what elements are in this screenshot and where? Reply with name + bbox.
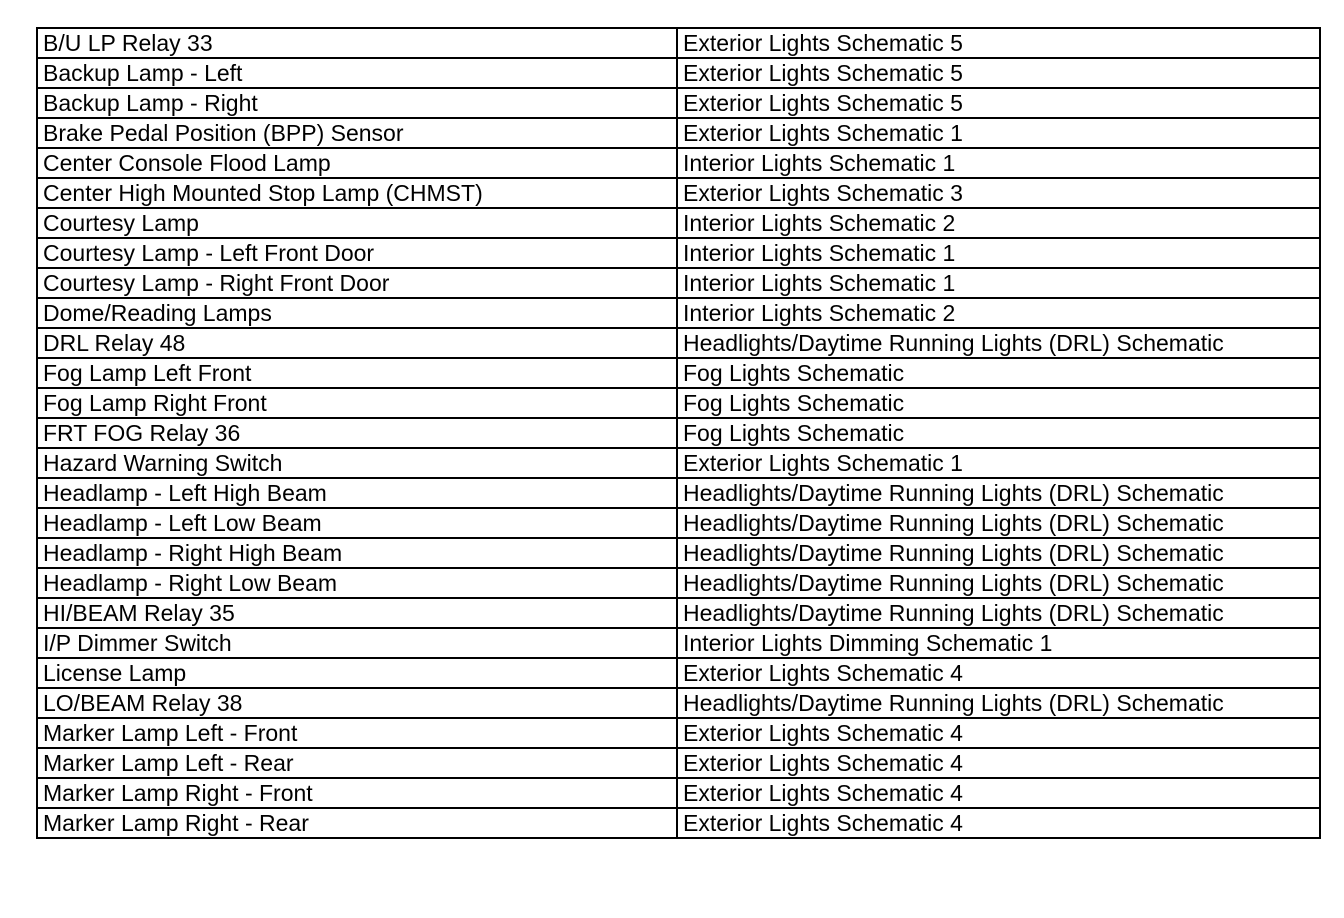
component-name-cell: B/U LP Relay 33 <box>37 28 677 58</box>
component-name-cell: Courtesy Lamp <box>37 208 677 238</box>
table-row <box>37 388 1320 418</box>
schematic-location-cell: Headlights/Daytime Running Lights (DRL) Schematic <box>677 328 1320 358</box>
table-row <box>37 298 1320 328</box>
schematic-location-cell: Interior Lights Schematic 2 <box>677 298 1320 328</box>
schematic-location-cell: Headlights/Daytime Running Lights (DRL) Schematic <box>677 478 1320 508</box>
schematic-location-cell: Exterior Lights Schematic 4 <box>677 658 1320 688</box>
component-name-cell: Headlamp - Right Low Beam <box>37 568 677 598</box>
table-row <box>37 208 1320 238</box>
schematic-location-cell: Exterior Lights Schematic 4 <box>677 778 1320 808</box>
schematic-location-cell: Headlights/Daytime Running Lights (DRL) Schematic <box>677 508 1320 538</box>
table-row <box>37 628 1320 658</box>
component-name-cell: Brake Pedal Position (BPP) Sensor <box>37 118 677 148</box>
table-row <box>37 568 1320 598</box>
table-row <box>37 178 1320 208</box>
schematic-location-cell: Fog Lights Schematic <box>677 388 1320 418</box>
component-name-cell: Headlamp - Right High Beam <box>37 538 677 568</box>
table-row <box>37 448 1320 478</box>
schematic-location-cell: Exterior Lights Schematic 5 <box>677 88 1320 118</box>
table-row <box>37 418 1320 448</box>
component-name-cell: Marker Lamp Left - Rear <box>37 748 677 778</box>
component-name-cell: Marker Lamp Left - Front <box>37 718 677 748</box>
table-row <box>37 118 1320 148</box>
schematic-location-cell: Exterior Lights Schematic 4 <box>677 808 1320 838</box>
table-row <box>37 58 1320 88</box>
schematic-location-cell: Interior Lights Schematic 1 <box>677 268 1320 298</box>
schematic-location-cell: Exterior Lights Schematic 1 <box>677 118 1320 148</box>
component-name-cell: Marker Lamp Right - Front <box>37 778 677 808</box>
component-name-cell: Headlamp - Left Low Beam <box>37 508 677 538</box>
component-name-cell: Dome/Reading Lamps <box>37 298 677 328</box>
table-row <box>37 688 1320 718</box>
schematic-location-cell: Interior Lights Schematic 1 <box>677 238 1320 268</box>
component-name-cell: HI/BEAM Relay 35 <box>37 598 677 628</box>
table-row <box>37 88 1320 118</box>
table-body <box>37 28 1320 838</box>
component-name-cell: License Lamp <box>37 658 677 688</box>
schematic-location-cell: Exterior Lights Schematic 5 <box>677 58 1320 88</box>
table-row <box>37 268 1320 298</box>
schematic-location-cell: Headlights/Daytime Running Lights (DRL) Schematic <box>677 598 1320 628</box>
schematic-location-cell: Headlights/Daytime Running Lights (DRL) Schematic <box>677 538 1320 568</box>
component-name-cell: I/P Dimmer Switch <box>37 628 677 658</box>
component-name-cell: Marker Lamp Right - Rear <box>37 808 677 838</box>
component-name-cell: Backup Lamp - Right <box>37 88 677 118</box>
schematic-location-cell: Exterior Lights Schematic 4 <box>677 718 1320 748</box>
table-row <box>37 478 1320 508</box>
component-name-cell: Backup Lamp - Left <box>37 58 677 88</box>
schematic-location-cell: Fog Lights Schematic <box>677 358 1320 388</box>
table-row <box>37 238 1320 268</box>
component-name-cell: Hazard Warning Switch <box>37 448 677 478</box>
component-name-cell: Center Console Flood Lamp <box>37 148 677 178</box>
schematic-location-cell: Headlights/Daytime Running Lights (DRL) Schematic <box>677 568 1320 598</box>
schematic-location-cell: Interior Lights Schematic 1 <box>677 148 1320 178</box>
table-row <box>37 778 1320 808</box>
component-name-cell: Courtesy Lamp - Right Front Door <box>37 268 677 298</box>
schematic-location-cell: Exterior Lights Schematic 1 <box>677 448 1320 478</box>
table-row <box>37 748 1320 778</box>
component-name-cell: Courtesy Lamp - Left Front Door <box>37 238 677 268</box>
component-name-cell: Center High Mounted Stop Lamp (CHMST) <box>37 178 677 208</box>
component-name-cell: Headlamp - Left High Beam <box>37 478 677 508</box>
schematic-location-cell: Headlights/Daytime Running Lights (DRL) Schematic <box>677 688 1320 718</box>
table-row <box>37 658 1320 688</box>
schematic-location-cell: Exterior Lights Schematic 3 <box>677 178 1320 208</box>
component-name-cell: LO/BEAM Relay 38 <box>37 688 677 718</box>
schematic-location-cell: Interior Lights Schematic 2 <box>677 208 1320 238</box>
table-row <box>37 148 1320 178</box>
schematic-location-cell: Interior Lights Dimming Schematic 1 <box>677 628 1320 658</box>
schematic-location-cell: Fog Lights Schematic <box>677 418 1320 448</box>
table-row <box>37 358 1320 388</box>
component-name-cell: Fog Lamp Right Front <box>37 388 677 418</box>
component-name-cell: FRT FOG Relay 36 <box>37 418 677 448</box>
table-row <box>37 28 1320 58</box>
table-row <box>37 538 1320 568</box>
table-row <box>37 598 1320 628</box>
table-row <box>37 328 1320 358</box>
schematic-location-cell: Exterior Lights Schematic 4 <box>677 748 1320 778</box>
component-name-cell: Fog Lamp Left Front <box>37 358 677 388</box>
table-row <box>37 718 1320 748</box>
component-location-table <box>36 27 1321 839</box>
schematic-location-cell: Exterior Lights Schematic 5 <box>677 28 1320 58</box>
table-row <box>37 808 1320 838</box>
table-row <box>37 508 1320 538</box>
component-name-cell: DRL Relay 48 <box>37 328 677 358</box>
